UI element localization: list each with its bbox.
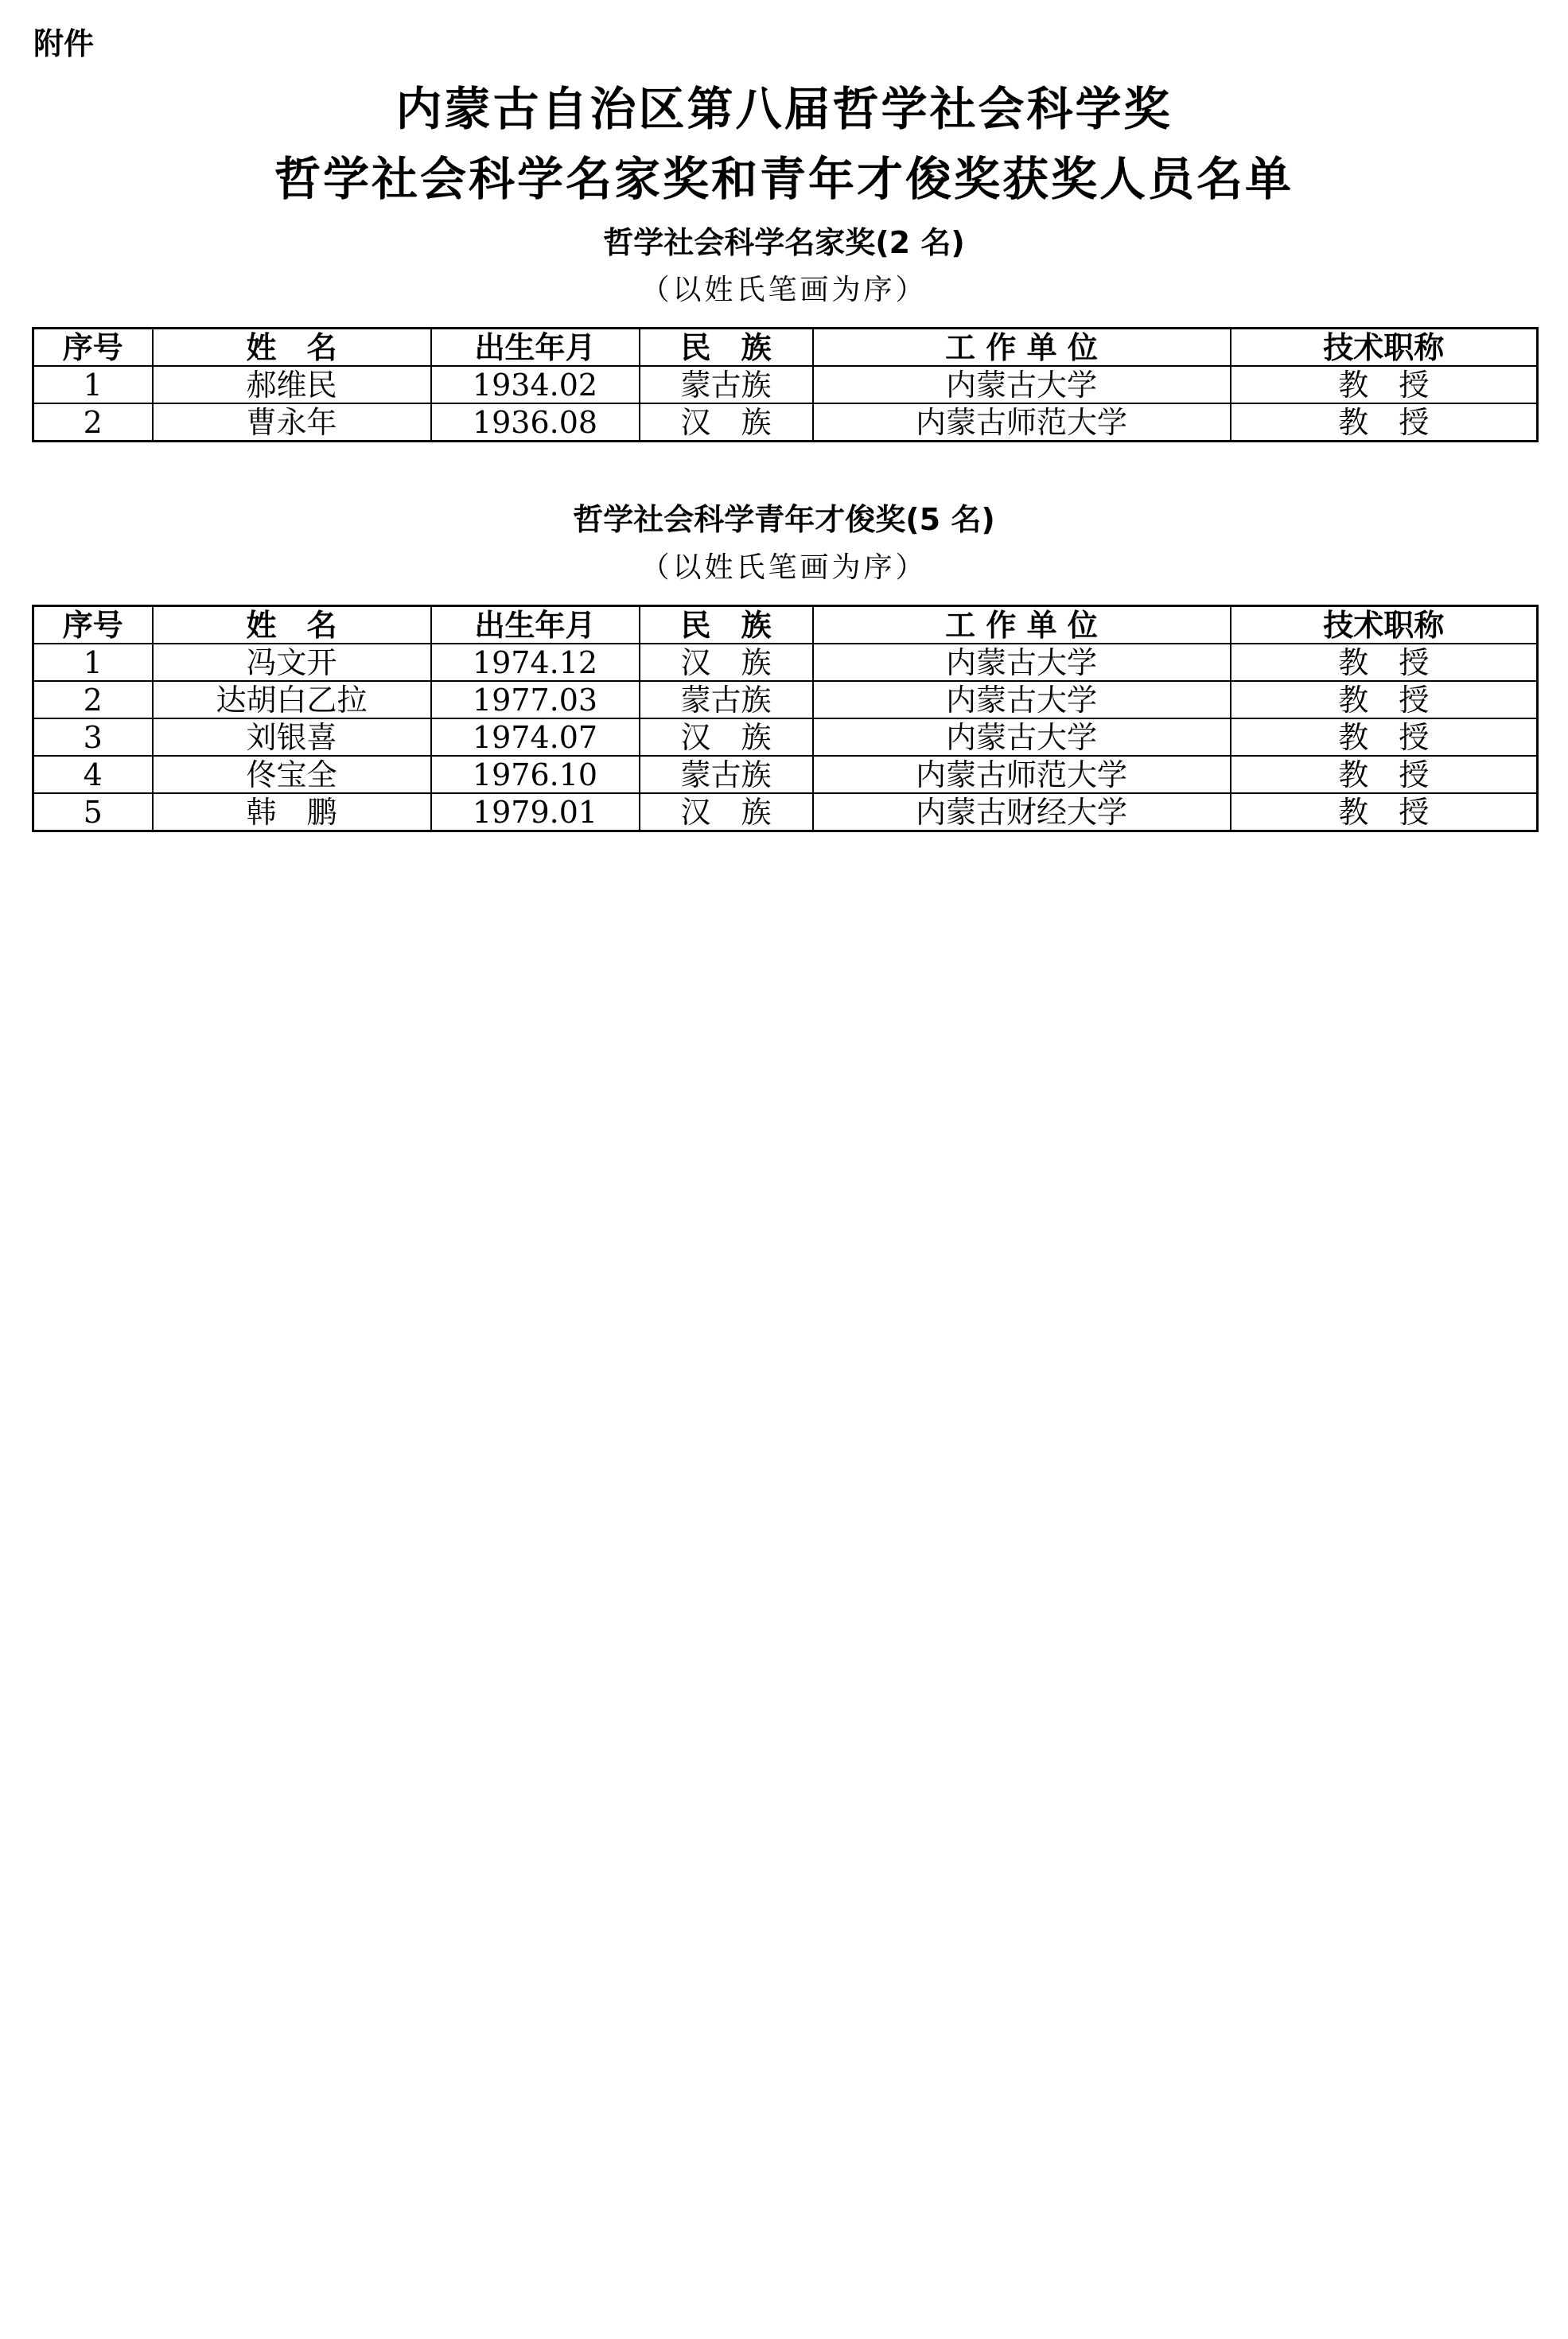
cell-name: 曹永年 (153, 403, 431, 442)
cell-birth: 1934.02 (431, 366, 640, 403)
column-header-unit: 工 作 单 位 (813, 329, 1231, 367)
cell-title: 教 授 (1231, 644, 1538, 681)
cell-name: 郝维民 (153, 366, 431, 403)
column-header-number: 序号 (33, 606, 153, 644)
document-title-line-2: 哲学社会科学名家奖和青年才俊奖获奖人员名单 (274, 152, 1294, 206)
cell-title: 教 授 (1231, 681, 1538, 718)
cell-number: 3 (33, 718, 153, 756)
table-row (33, 756, 1538, 793)
section-note-young-talent-award: （以姓氏笔画为序） (640, 551, 928, 584)
column-header-unit: 工 作 单 位 (813, 606, 1231, 644)
table-row (33, 644, 1538, 681)
cell-ethnicity: 汉 族 (640, 403, 813, 442)
cell-birth: 1977.03 (431, 681, 640, 718)
cell-ethnicity: 汉 族 (640, 793, 813, 831)
table-row (33, 681, 1538, 718)
cell-birth: 1979.01 (431, 793, 640, 831)
section-title-young-talent-award: 哲学社会科学青年才俊奖(5 名) (573, 502, 995, 537)
column-header-ethnicity: 民 族 (640, 606, 813, 644)
cell-number: 2 (33, 681, 153, 718)
cell-unit: 内蒙古师范大学 (813, 403, 1231, 442)
table-row (33, 718, 1538, 756)
table-header-row (33, 606, 1538, 644)
cell-unit: 内蒙古大学 (813, 718, 1231, 756)
cell-ethnicity: 蒙古族 (640, 366, 813, 403)
column-header-name: 姓 名 (153, 606, 431, 644)
document-title-line-1: 内蒙古自治区第八届哲学社会科学奖 (395, 82, 1173, 136)
section-note-masters-award: （以姓氏笔画为序） (640, 274, 928, 306)
column-header-birth: 出生年月 (431, 329, 640, 367)
cell-unit: 内蒙古财经大学 (813, 793, 1231, 831)
cell-ethnicity: 蒙古族 (640, 681, 813, 718)
cell-ethnicity: 蒙古族 (640, 756, 813, 793)
column-header-title: 技术职称 (1231, 329, 1538, 367)
masters-award-table (32, 327, 1539, 442)
cell-name: 佟宝全 (153, 756, 431, 793)
table-row (33, 793, 1538, 831)
cell-name: 韩 鹏 (153, 793, 431, 831)
cell-title: 教 授 (1231, 718, 1538, 756)
cell-name: 冯文开 (153, 644, 431, 681)
cell-name: 达胡白乙拉 (153, 681, 431, 718)
cell-unit: 内蒙古大学 (813, 366, 1231, 403)
cell-title: 教 授 (1231, 756, 1538, 793)
section-title-masters-award: 哲学社会科学名家奖(2 名) (603, 225, 965, 260)
column-header-birth: 出生年月 (431, 606, 640, 644)
attachment-label: 附件 (33, 26, 95, 61)
table-row (33, 403, 1538, 442)
cell-number: 5 (33, 793, 153, 831)
column-header-title: 技术职称 (1231, 606, 1538, 644)
young-talent-award-table (32, 605, 1539, 832)
cell-title: 教 授 (1231, 366, 1538, 403)
cell-number: 4 (33, 756, 153, 793)
cell-birth: 1976.10 (431, 756, 640, 793)
cell-number: 1 (33, 366, 153, 403)
cell-name: 刘银喜 (153, 718, 431, 756)
cell-birth: 1974.12 (431, 644, 640, 681)
column-header-number: 序号 (33, 329, 153, 367)
cell-unit: 内蒙古师范大学 (813, 756, 1231, 793)
cell-number: 2 (33, 403, 153, 442)
cell-birth: 1936.08 (431, 403, 640, 442)
cell-title: 教 授 (1231, 793, 1538, 831)
column-header-ethnicity: 民 族 (640, 329, 813, 367)
cell-unit: 内蒙古大学 (813, 644, 1231, 681)
cell-ethnicity: 汉 族 (640, 644, 813, 681)
table-row (33, 366, 1538, 403)
column-header-name: 姓 名 (153, 329, 431, 367)
cell-birth: 1974.07 (431, 718, 640, 756)
table-header-row (33, 329, 1538, 367)
cell-number: 1 (33, 644, 153, 681)
cell-title: 教 授 (1231, 403, 1538, 442)
cell-unit: 内蒙古大学 (813, 681, 1231, 718)
cell-ethnicity: 汉 族 (640, 718, 813, 756)
